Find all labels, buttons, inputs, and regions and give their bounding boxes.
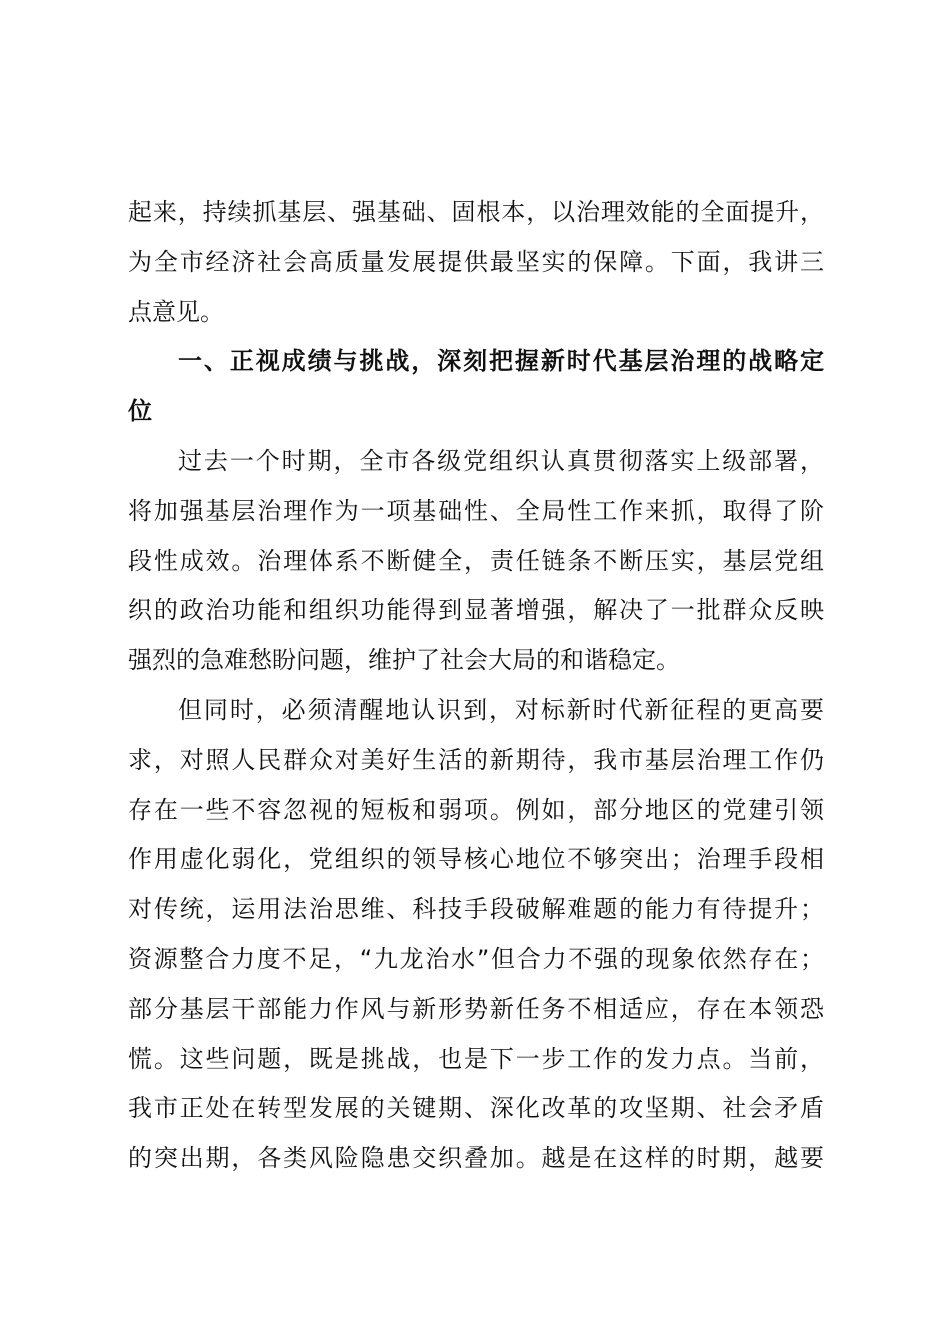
paragraph <box>128 437 824 686</box>
text-line: 将加强基层治理作为一项基础性、全局性工作来抓，取得了阶 <box>128 496 824 525</box>
text-line: 过去一个时期，全市各级党组织认真贯彻落实上级部署， <box>178 446 824 475</box>
text-line: 资源整合力度不足，“九龙治水”但合力不强的现象依然存在； <box>128 944 824 973</box>
document-body <box>128 188 824 1184</box>
text-line: 部分基层干部能力作风与新形势新任务不相适应，存在本领恐 <box>128 994 824 1023</box>
text-line: 点意见。 <box>128 297 224 326</box>
text-line: 起来，持续抓基层、强基础、固根本，以治理效能的全面提升， <box>128 198 824 226</box>
heading-line: 一、正视成绩与挑战，深刻把握新时代基层治理的战略定 <box>178 347 824 376</box>
text-line: 织的政治功能和组织功能得到显著增强，解决了一批群众反映 <box>128 596 824 625</box>
text-line: 强烈的急难愁盼问题，维护了社会大局的和谐稳定。 <box>128 646 680 675</box>
text-line: 的突出期，各类风险隐患交织叠加。越是在这样的时期，越要 <box>128 1144 824 1173</box>
text-line: 作用虚化弱化，党组织的领导核心地位不够突出；治理手段相 <box>128 845 824 874</box>
text-line: 对传统，运用法治思维、科技手段破解难题的能力有待提升； <box>128 895 824 924</box>
text-line: 但同时，必须清醒地认识到，对标新时代新征程的更高要 <box>178 695 824 724</box>
heading-line: 位 <box>128 397 152 426</box>
paragraph <box>128 188 824 337</box>
text-line: 求，对照人民群众对美好生活的新期待，我市基层治理工作仍 <box>128 745 824 774</box>
text-line: 为全市经济社会高质量发展提供最坚实的保障。下面，我讲三 <box>128 247 824 276</box>
paragraph <box>128 686 824 1184</box>
text-line: 我市正处在转型发展的关键期、深化改革的攻坚期、社会矛盾 <box>128 1094 824 1123</box>
section-heading <box>128 337 824 437</box>
text-line: 存在一些不容忽视的短板和弱项。例如，部分地区的党建引领 <box>128 795 824 824</box>
text-line: 慌。这些问题，既是挑战，也是下一步工作的发力点。当前， <box>128 1044 824 1073</box>
text-line: 段性成效。治理体系不断健全，责任链条不断压实，基层党组 <box>128 546 824 575</box>
